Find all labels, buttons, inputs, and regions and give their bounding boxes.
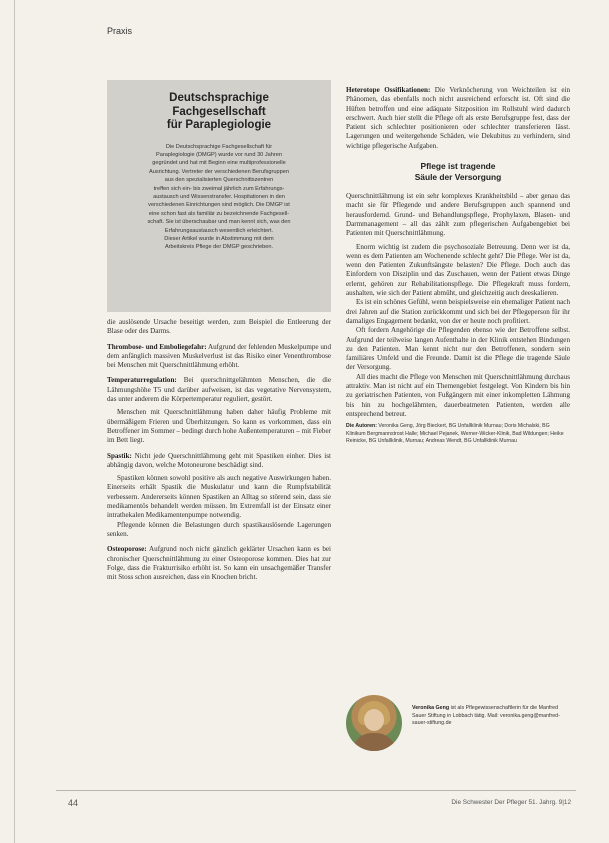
authors-list: Veronika Geng, Jörg Bieckert, BG Unfallklinik Murnau; Doris Michalski, BG Klinikum Bergmannstrost Halle; Michael Pejanek, Werner-Wicker-Klinik, Bad Wildungen; Heike Reinicke, BG Unfallklinik, Murnau; Andreas Wendt, BG Unfallklinik Murnau [346, 423, 564, 445]
paragraph: Oft fordern Angehörige die Pflegenden ebenso wie der Betroffene selbst. Aufgrund der teilweise langen Aufenthalte in der Klinik entstehen Bindungen zu den Patienten. Man kennt nicht nur den Betroffenen, sondern sein familiäres Umfeld und die Freunde. Damit ist die Pflege die tragende Säule der Versorgung. [346, 326, 570, 372]
paragraph: die auslösende Ursache beseitigt werden, zum Beispiel die Entleerung der Blase oder des Darms. [107, 318, 331, 336]
paragraph-heading: Osteoporose: [107, 545, 147, 554]
authors-heading: Die Autoren: [346, 423, 377, 430]
paragraph [107, 376, 331, 404]
author-portrait [346, 695, 402, 751]
author-bio [346, 695, 570, 751]
journal-reference: Die Schwester Der Pfleger 51. Jahrg. 9|12 [451, 799, 571, 806]
paragraph-heading: Heterotope Ossifikationen: [346, 86, 431, 94]
paragraph-heading: Thrombose- und Emboliegefahr: [107, 342, 207, 351]
paragraph: Enorm wichtig ist zudem die psychosoziale Betreuung. Denn wer ist da, wenn es dem Patienten am Wochenende schlecht geht? Die Pflege. Wer ist da, wenn den Patienten Zukunftsängste belasten? Die Pflege. Doch auch das Einfordern von Disziplin und das Zuschauen, wenn der Patient etwas Dinge erlernt, gehören zur Rehabilitationspflege. Die Pflegekraft muss fordern, aushalten, wie sich der Patient abmüht, und gleichzeitig auch deeskalieren. [346, 242, 570, 298]
footer-divider [56, 790, 576, 791]
info-box [107, 80, 331, 312]
section-rubric: Praxis [107, 26, 133, 36]
paragraph-body: Aufgrund noch nicht gänzlich geklärter Ursachen kann es bei chronischer Querschnittlähmung zu einer Osteoporose kommen. Dies hat zur Folge, dass die Frakturrisiko erhöht ist. So kann ein unsachgemäßer Transfer mit Stoss schon ausreichen, dass ein Knochen bricht. [107, 545, 331, 582]
author-bio-text [412, 705, 570, 728]
author-name: Veronika Geng [412, 705, 450, 711]
info-box-text: Die Deutschsprachige Fachgesellschaft für Paraplegiologie (DMGP) wurde vor rund 30 Jahren gegründet und hat mit Beginn eine multiprofessionelle Ausrichtung. Vertreter der verschiedenen Berufsgruppen aus den spezialisierten Querschnittszentren treffen sich ein- bis zweimal jährlich zum Erfahrungs- austausch und Wissenstransfer. Hospitationen in den verschiedenen Einrichtungen sind möglich. Die DMGP ist eine schon fast als familiär zu bezeichnende Fachgesell- schaft. Sie ist überschaubar und man kennt sich, was den Erfahrungsaustausch wesentlich erleichtert. Dieser Artikel wurde in Abstimmung mit dem Arbeitskreis Pflege der DMGP geschrieben. [147, 143, 291, 251]
paragraph: Pflegende können die Belastungen durch spastikauslösende Lagerungen senken. [107, 520, 331, 538]
paragraph-heading: Temperaturregulation: [107, 376, 177, 385]
paragraph-body: Die Verknöcherung von Weichteilen ist ein Phänomen, das ebenfalls noch nicht ausreichend erforscht ist. Oft sind die Hüften betroffen und eine adäquate Sitzposition im Rollstuhl wird dadurch erschwert. Auch hier stellt die Pflege oft als erste Berufsgruppe fest, dass der Patient sich schlechter positionieren oder schlechter transferieren lässt. Lagerungen und weitergehende Schäden, wie Dekubitus zu verhindern, sind wichtige pflegerische Aufgaben. [346, 86, 570, 150]
paragraph-body: Bei querschnittgelähmten Menschen, die die Lähmungshöhe T5 und darüber aufweisen, ist das vegetative Nervensystem, das unter anderem die Körpertemperatur reguliert, gestört. [107, 376, 331, 404]
paragraph: Querschnittlähmung ist ein sehr komplexes Krankheitsbild – aber genau das macht sie für Pflegende und andere Berufsgruppen auch spannend und herausfordernd. Grund- und Behandlungspflege, Prophylaxen, Blasen- und Darmmanagement – all das zählt zum pflegerischen Aufgabengebiet bei Patienten mit Querschnittlähmung. [346, 192, 570, 238]
paragraph-heading: Spastik: [107, 451, 132, 460]
page-number: 44 [68, 798, 79, 808]
section-subheading: Pflege ist tragende Säule der Versorgung [414, 161, 502, 182]
paragraph: Menschen mit Querschnittlähmung haben daher häufig Probleme mit übermäßigem Frieren und Überhitzungen. So kann es vorkommen, dass ein Betroffener im Sommer – bedingt durch hohe Außentemperaturen – mit Fieber im Bett liegt. [107, 408, 331, 445]
paragraph-body: Aufgrund der fehlenden Muskelpumpe und dem anfänglich massiven Muskelverlust ist das Risiko einer Venenthrombose bei Menschen mit Querschnittlähmung erhöht. [107, 342, 331, 370]
info-box-title: Deutschsprachige Fachgesellschaft für Paraplegiologie [166, 92, 272, 131]
page-edge [14, 0, 15, 843]
paragraph [107, 452, 331, 471]
right-column [346, 86, 570, 445]
paragraph [346, 86, 570, 151]
author-description: ist als Pflegewissenschaftlerin für die Manfred Sauer Stiftung in Lobbach tätig. Mail: veronika.geng@manfred-sauer-stiftung.de [412, 705, 560, 727]
paragraph: All dies macht die Pflege von Menschen mit Querschnittlähmung durchaus attraktiv. Man ist nicht auf ein Themengebiet festgelegt. Von Kindern bis hin zu geriatrischen Patienten, von Fußgängern mit einer inkompletten Lähmung bis hin zu hochgelähmten, dauerbeatmeten Patienten, werden alle entsprechend betreut. [346, 372, 570, 418]
paragraph [107, 545, 331, 582]
paragraph [107, 343, 331, 371]
paragraph: Es ist ein schönes Gefühl, wenn beispielsweise ein ehemaliger Patient nach drei Jahren auf die Station zurückkommt und sich bei der Pflegeperson für ihr damaliges Engagement bedankt, von der er heute noch profitiert. [346, 298, 570, 325]
authors-note [346, 423, 570, 445]
left-column [107, 318, 331, 586]
paragraph-body: Nicht jede Querschnittlähmung geht mit Spastiken einher. Dies ist abhängig davon, welche Motoneurone beschädigt sind. [107, 451, 331, 469]
paragraph: Spastiken können sowohl positive als auch negative Auswirkungen haben. Einerseits erhält Spastik die Muskulatur und kann die Rumpfstabilität verbessern. Andererseits können Spastiken an Alltag so störend sein, dass sie medikamentös behandelt werden müssen. Im Extremfall ist der Einsatz einer intrathekalen Medikamentenpumpe notwendig. [107, 474, 331, 520]
